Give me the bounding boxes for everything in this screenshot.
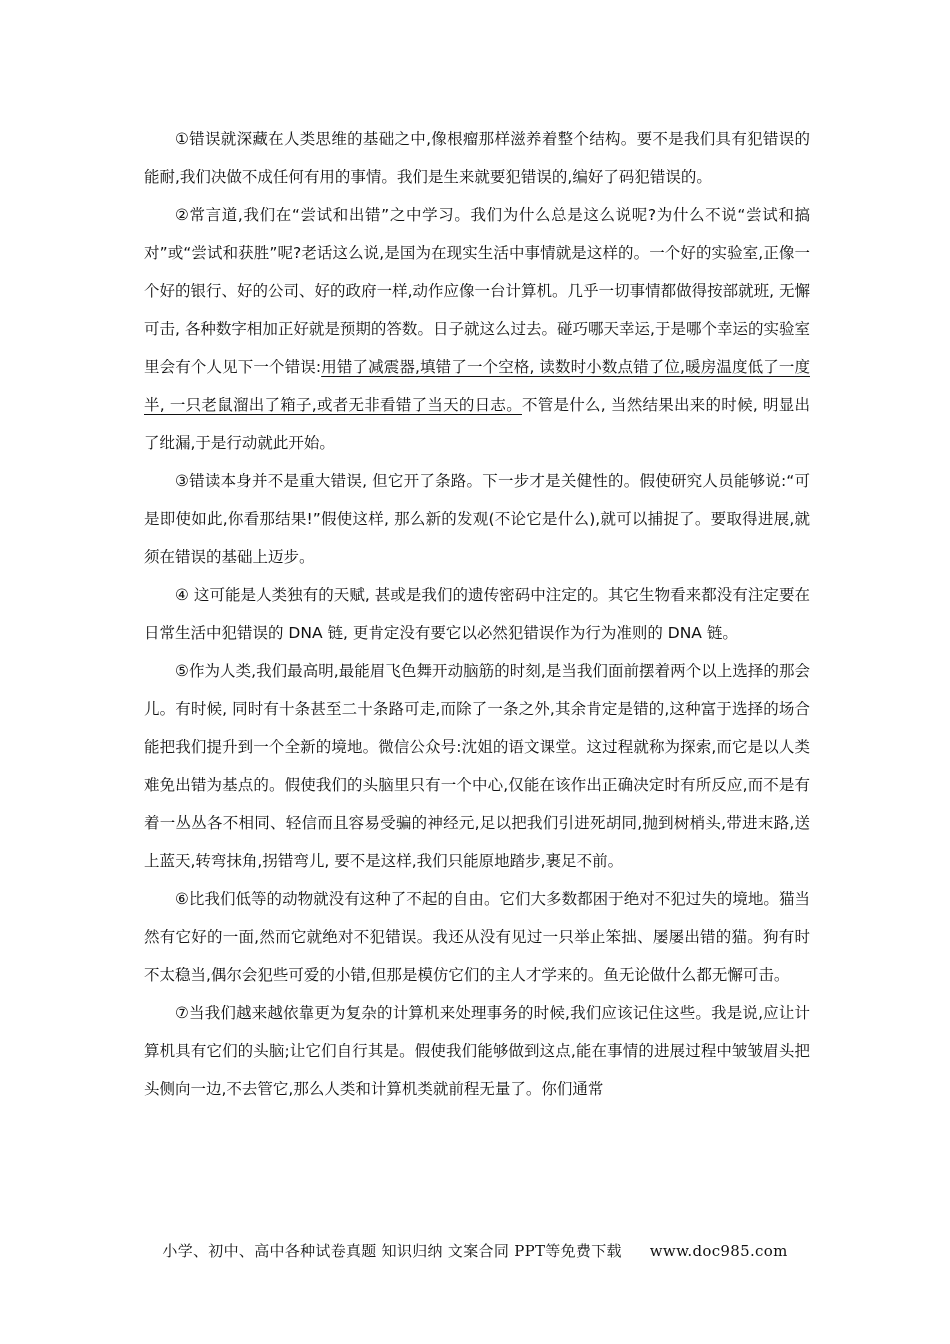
paragraph-text: 不管是什么, 当然结果出来的时候, 明显出了纰漏,于是行动就此开始。 (144, 396, 810, 452)
paragraph-2 (144, 196, 810, 462)
paragraph-text: ②常言道,我们在“尝试和出错”之中学习。我们为什么总是这么说呢?为什么不说“尝试和搞对”或“尝试和获胜”呢?老话这么说,是国为在现实生活中事情就是这样的。一个好的实验室,正像一个好的银行、好的公司、好的政府一样,动作应像一台计算机。几乎一切事情都做得按部就班, 无懈可击, 各种数字相加正好就是预期的答数。日子就这么过去。碰巧哪天幸运,于是哪个幸运的实验室里会有个人见下一个错误: (144, 206, 810, 376)
paragraph-text: ③错读本身并不是重大错误, 但它开了条路。下一步才是关健性的。假使研究人员能够说:“可是即使如此,你看那结果!”假使这样, 那么新的发观(不论它是什么),就可以捕捉了。要取得进展,就须在错误的基础上迈步。 (144, 472, 810, 566)
paragraph-1 (144, 120, 810, 196)
paragraph-5 (144, 652, 810, 880)
paragraph-7 (144, 994, 810, 1108)
underlined-text: 用错了减震器,填错了一个空格, 读数时小数点错了位,暖房温度低了一度半, 一只老鼠溜出了箱子,或者无非看错了当天的日志。 (144, 358, 810, 414)
paragraph-6 (144, 880, 810, 994)
paragraph-text: ⑥比我们低等的动物就没有这种了不起的自由。它们大多数都困于绝对不犯过失的境地。猫当然有它好的一面,然而它就绝对不犯错误。我还从没有见过一只举止笨拙、屡屡出错的猫。狗有时不太稳当,偶尔会犯些可爱的小错,但那是模仿它们的主人才学来的。鱼无论做什么都无懈可击。 (144, 890, 810, 984)
page-footer (0, 1240, 950, 1261)
footer-website: www.doc985.com (649, 1242, 788, 1260)
paragraph-text: ①错误就深藏在人类思维的基础之中,像根瘤那样滋养着整个结构。要不是我们具有犯错误的能耐,我们决做不成任何有用的事情。我们是生来就要犯错误的,编好了码犯错误的。 (144, 130, 810, 186)
paragraph-4 (144, 576, 810, 652)
footer-promo-text: 小学、初中、高中各种试卷真题 知识归纳 文案合同 PPT等免费下载 (162, 1242, 622, 1260)
paragraph-text: ⑤作为人类,我们最高明,最能眉飞色舞开动脑筋的时刻,是当我们面前摆着两个以上选择的那会儿。有时候, 同时有十条甚至二十条路可走,而除了一条之外,其余肯定是错的,这种富于选择的场合能把我们提升到一个全新的境地。微信公众号:沈姐的语文课堂。这过程就称为探索,而它是以人类难免出错为基点的。假使我们的头脑里只有一个中心,仅能在该作出正确决定时有所反应,而不是有着一丛丛各不相同、轻信而且容易受骗的神经元,足以把我们引进死胡同,抛到树梢头,带进末路,送上蓝天,转弯抹角,拐错弯儿, 要不是这样,我们只能原地踏步,裹足不前。 (144, 662, 810, 870)
paragraph-3 (144, 462, 810, 576)
paragraph-text: ④ 这可能是人类独有的天赋, 甚或是我们的遗传密码中注定的。其它生物看来都没有注定要在日常生活中犯错误的 DNA 链, 更肯定没有要它以必然犯错误作为行为准则的 DNA 链。 (144, 586, 810, 642)
article-body (144, 120, 810, 1108)
paragraph-text: ⑦当我们越来越依靠更为复杂的计算机来处理事务的时候,我们应该记住这些。我是说,应让计算机具有它们的头脑;让它们自行其是。假使我们能够做到这点,能在事情的进展过程中皱皱眉头把头侧向一边,不去管它,那么人类和计算机类就前程无量了。你们通常 (144, 1004, 810, 1098)
